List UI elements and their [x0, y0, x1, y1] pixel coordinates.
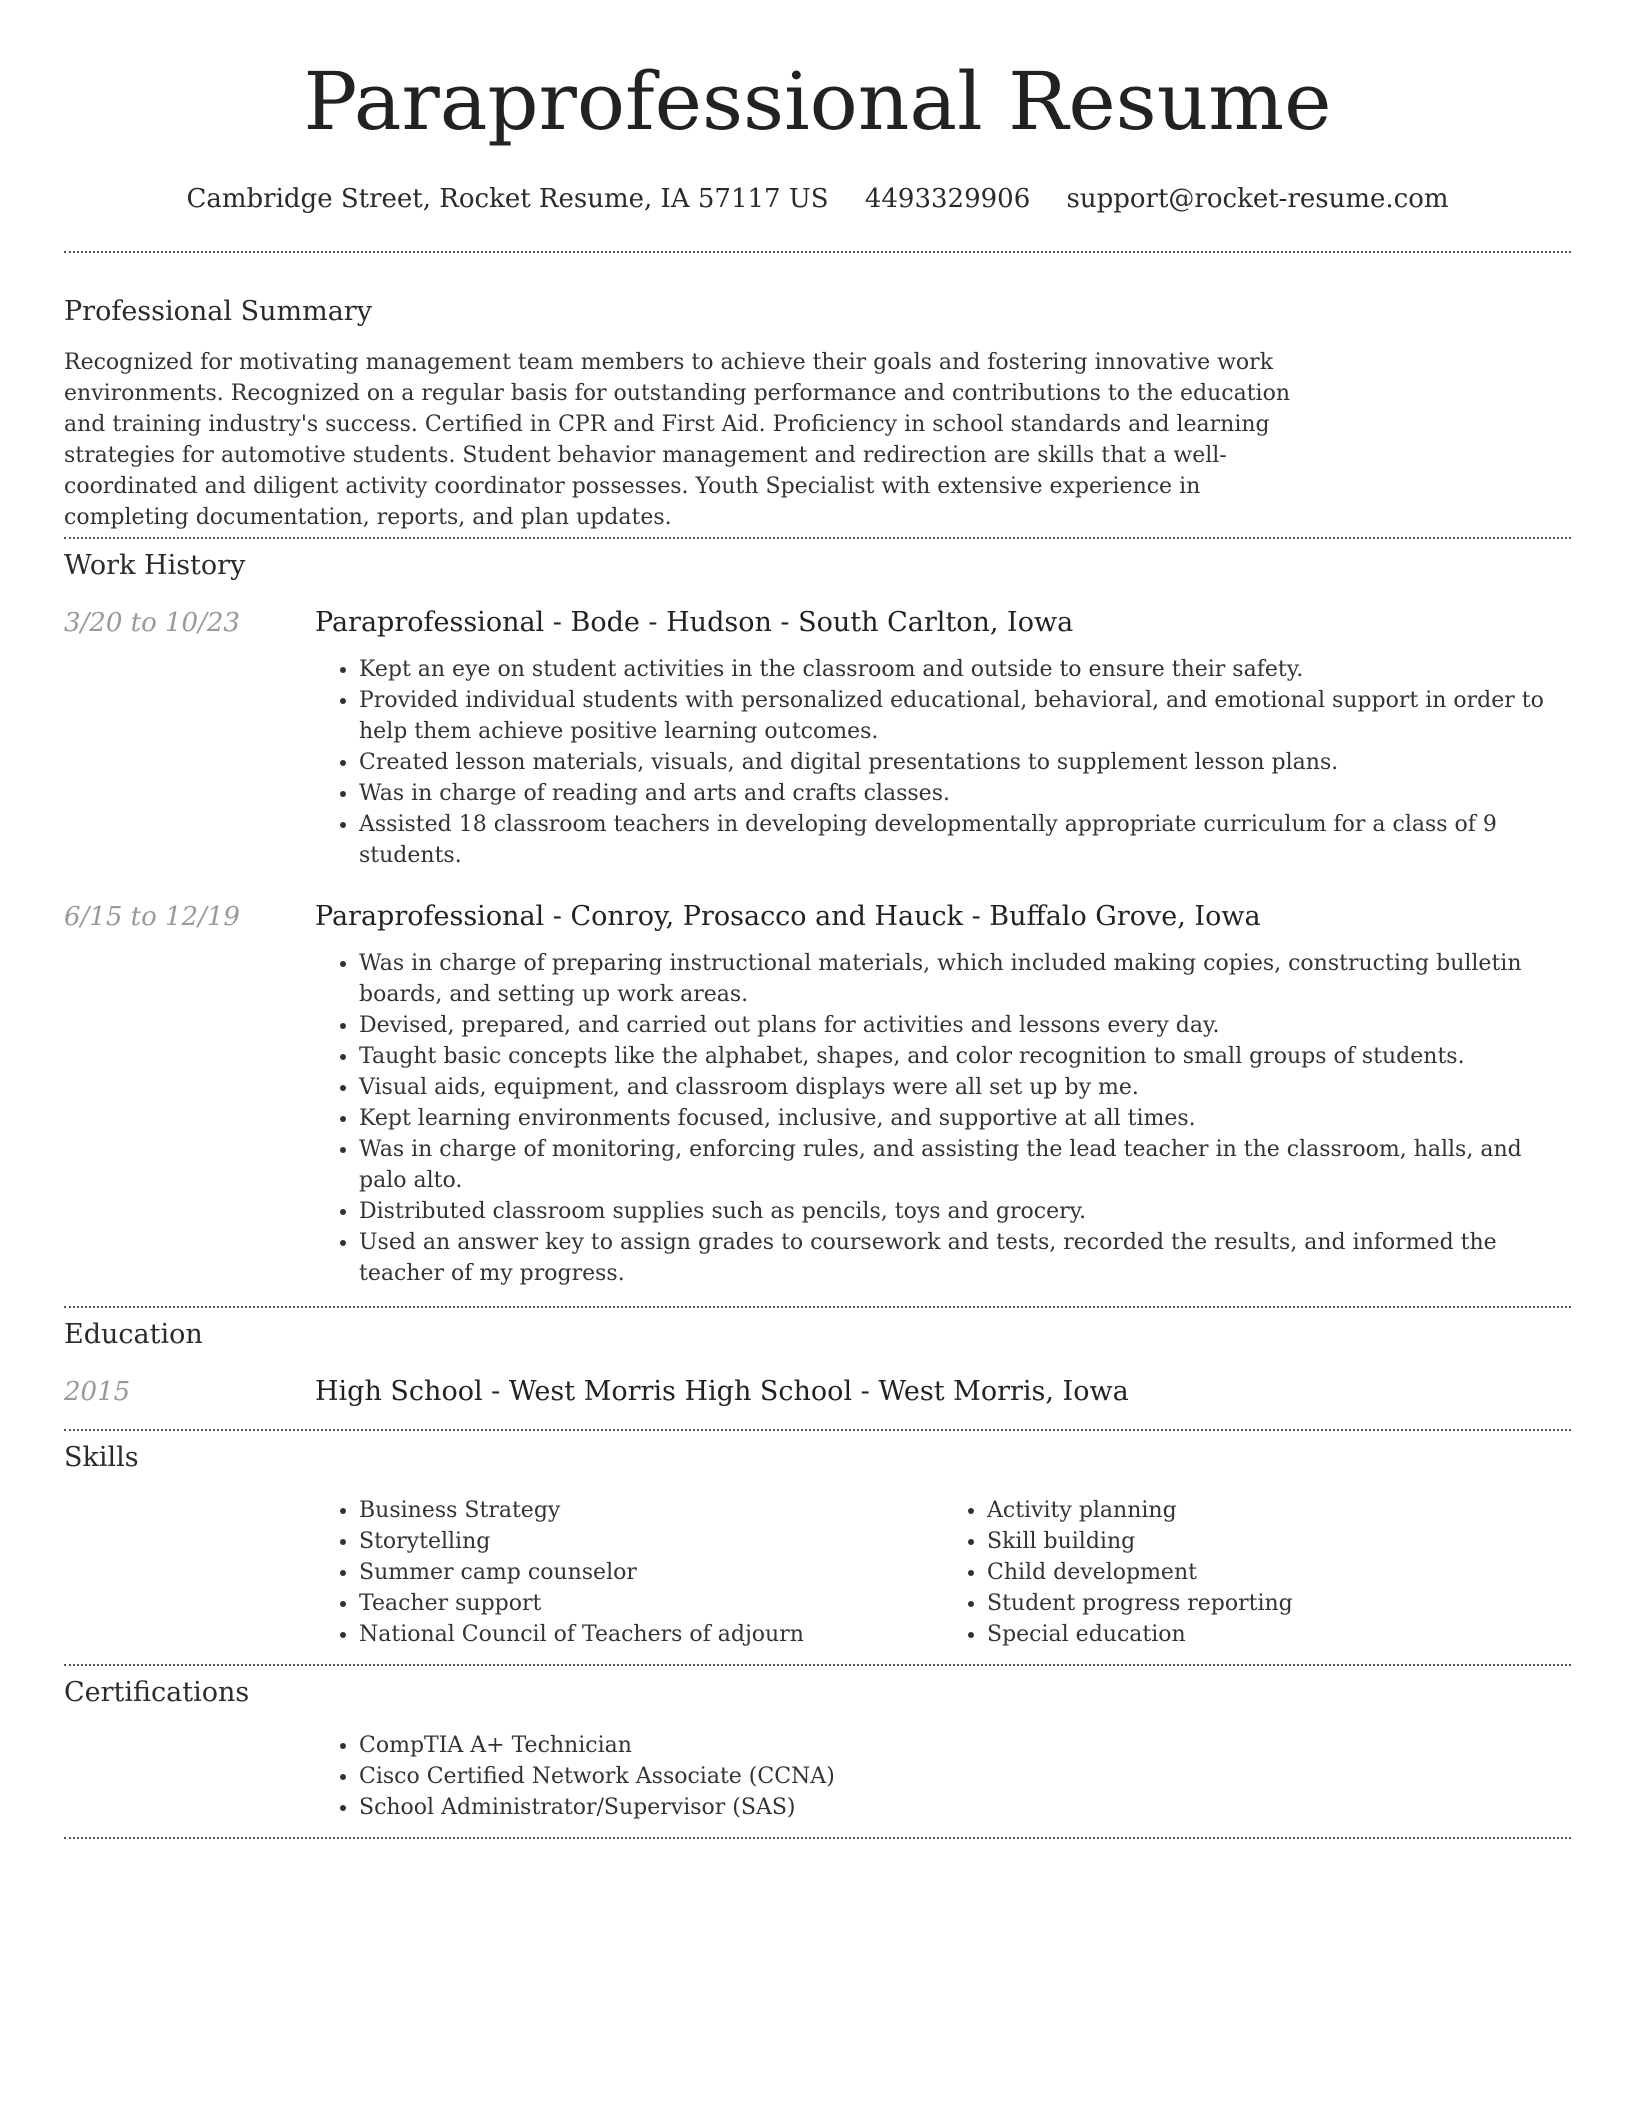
page-title: Paraprofessional Resume: [303, 55, 1332, 148]
divider: [64, 1664, 1571, 1666]
education-section: [64, 1318, 1571, 1409]
list-item: • Business Strategy: [359, 1495, 943, 1526]
section-heading-skills: Skills: [64, 1442, 139, 1473]
list-item: • Skill building: [987, 1526, 1571, 1557]
contact-line: [64, 182, 1571, 216]
job-bullets: [315, 654, 1571, 871]
job-dates: 6/15 to 12/19: [64, 902, 240, 932]
list-item: • Distributed classroom supplies such as pencils, toys and grocery.: [359, 1196, 1571, 1227]
list-item: • Kept an eye on student activities in the classroom and outside to ensure their safety.: [359, 654, 1571, 685]
job-entry: [64, 606, 1571, 871]
list-item: • Visual aids, equipment, and classroom displays were all set up by me.: [359, 1072, 1571, 1103]
education-year: 2015: [64, 1377, 131, 1407]
list-item: • Teacher support: [359, 1588, 943, 1619]
job-dates: 3/20 to 10/23: [64, 608, 240, 638]
list-item: • Cisco Certified Network Associate (CCNA): [359, 1761, 1571, 1792]
divider: [64, 1837, 1571, 1839]
list-item: • School Administrator/Supervisor (SAS): [359, 1792, 1571, 1823]
job-title: Paraprofessional - Conroy, Prosacco and Hauck - Buffalo Grove, Iowa: [315, 901, 1261, 932]
list-item: • Summer camp counselor: [359, 1557, 943, 1588]
skills-list-right: [943, 1495, 1571, 1650]
section-heading-summary: Professional Summary: [64, 296, 372, 327]
list-item: • Special education: [987, 1619, 1571, 1650]
list-item: • Taught basic concepts like the alphabet, shapes, and color recognition to small groups of students.: [359, 1041, 1571, 1072]
skills-list-left: [315, 1495, 943, 1650]
skills-grid: [315, 1495, 1571, 1650]
job-entry: [64, 900, 1571, 1289]
list-item: • CompTIA A+ Technician: [359, 1730, 1571, 1761]
list-item: • Kept learning environments focused, inclusive, and supportive at all times.: [359, 1103, 1571, 1134]
section-heading-work: Work History: [64, 550, 246, 581]
section-heading-certifications: Certifications: [64, 1677, 250, 1708]
certifications-list: [315, 1730, 1571, 1823]
summary-section: [64, 295, 1571, 533]
list-item: • Child development: [987, 1557, 1571, 1588]
phone: 4493329906: [864, 184, 1031, 214]
certifications-section: [64, 1676, 1571, 1823]
list-item: • Created lesson materials, visuals, and digital presentations to supplement lesson plans.: [359, 747, 1571, 778]
list-item: • Provided individual students with personalized educational, behavioral, and emotional support in order to help them achieve positive learning outcomes.: [359, 685, 1571, 747]
list-item: • Assisted 18 classroom teachers in developing developmentally appropriate curriculum for a class of 9 students.: [359, 809, 1571, 871]
address: Cambridge Street, Rocket Resume, IA 57117 US: [186, 184, 829, 214]
list-item: • Was in charge of reading and arts and crafts classes.: [359, 778, 1571, 809]
section-heading-education: Education: [64, 1319, 203, 1350]
job-title: Paraprofessional - Bode - Hudson - South Carlton, Iowa: [315, 607, 1074, 638]
skills-section: [64, 1441, 1571, 1650]
list-item: • Was in charge of monitoring, enforcing rules, and assisting the lead teacher in the classroom, halls, and palo alto.: [359, 1134, 1571, 1196]
list-item: • Was in charge of preparing instructional materials, which included making copies, constructing bulletin boards, and setting up work areas.: [359, 948, 1571, 1010]
divider: [64, 251, 1571, 253]
summary-text: Recognized for motivating management team members to achieve their goals and fostering innovative work environments. Recognized on a regular basis for outstanding performance and contributions to the education and training industry's success. Certified in CPR and First Aid. Proficiency in school standards and learning strategies for automotive students. Student behavior management and redirection are skills that a well-coordinated and diligent activity coordinator possesses. Youth Specialist with extensive experience in completing documentation, reports, and plan updates.: [64, 350, 1291, 530]
job-bullets: [315, 948, 1571, 1289]
education-entry: [64, 1375, 1571, 1409]
list-item: • Activity planning: [987, 1495, 1571, 1526]
list-item: • National Council of Teachers of adjourn: [359, 1619, 943, 1650]
list-item: • Used an answer key to assign grades to coursework and tests, recorded the results, and informed the teacher of my progress.: [359, 1227, 1571, 1289]
list-item: • Student progress reporting: [987, 1588, 1571, 1619]
resume-page: [64, 0, 1571, 1839]
list-item: • Devised, prepared, and carried out plans for activities and lessons every day.: [359, 1010, 1571, 1041]
divider: [64, 537, 1571, 539]
email: support@rocket-resume.com: [1066, 184, 1449, 214]
education-title: High School - West Morris High School - West Morris, Iowa: [315, 1376, 1129, 1407]
divider: [64, 1429, 1571, 1431]
work-section: [64, 549, 1571, 1289]
list-item: • Storytelling: [359, 1526, 943, 1557]
divider: [64, 1306, 1571, 1308]
